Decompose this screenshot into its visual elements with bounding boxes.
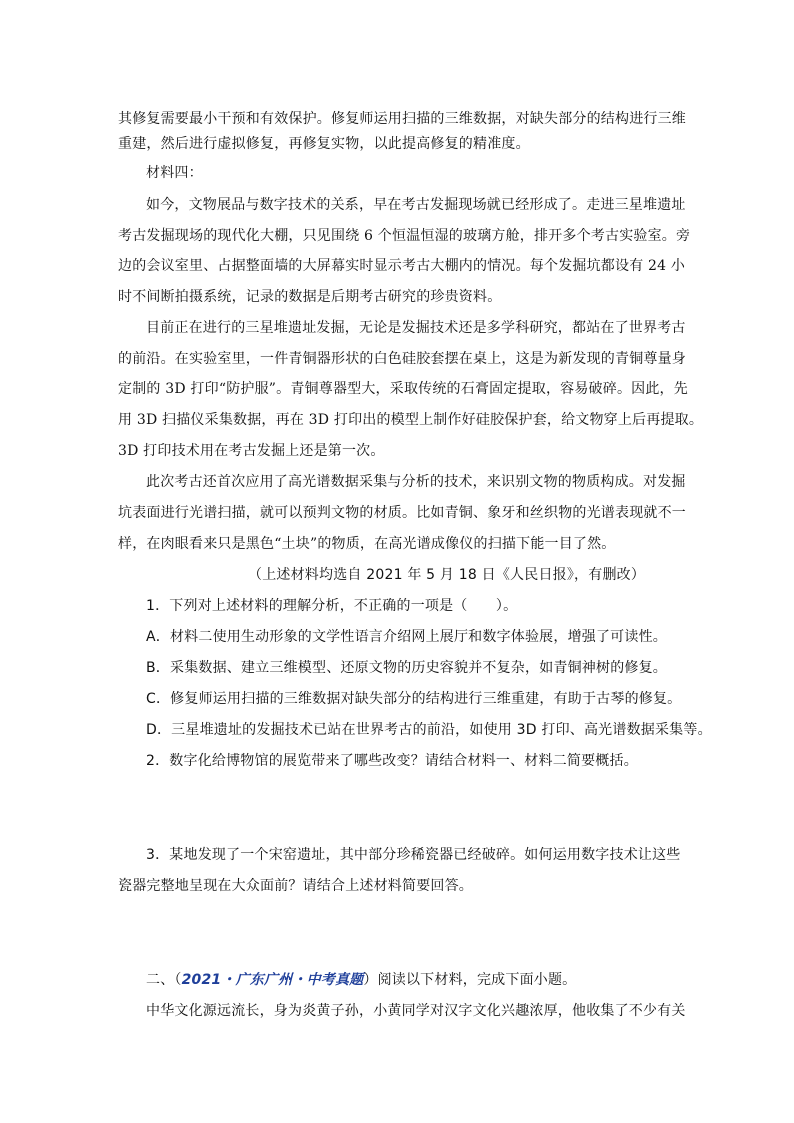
material4-p3-line: 坑表面进行光谱扫描，就可以预判文物的材质。比如青铜、象牙和丝织物的光谱表现就不一 — [118, 505, 686, 521]
material4-p2-line: 目前正在进行的三星堆遗址发掘，无论是发掘技术还是多学科研究，都站在了世界考古 — [146, 320, 686, 336]
material4-p3-line: 此次考古还首次应用了高光谱数据采集与分析的技术，来识别文物的物质构成。对发掘 — [146, 474, 686, 490]
question-1-option-c: C．修复师运用扫描的三维数据对缺失部分的结构进行三维重建，有助于古琴的修复。 — [146, 691, 682, 707]
section-2-prefix: 二、（ — [146, 972, 182, 988]
material4-p1-line: 边的会议室里、占据整面墙的大屏幕实时显示考古大棚内的情况。每个发掘坑都设有 24 小 — [118, 258, 686, 274]
material4-p1-line: 如今，文物展品与数字技术的关系，早在考古发掘现场就已经形成了。走进三星堆遗址 — [146, 197, 686, 213]
material4-p1-line: 时不间断拍摄系统，记录的数据是后期考古研究的珍贵资料。 — [118, 289, 502, 305]
material4-p2-line: 3D 打印技术用在考古发掘上还是第一次。 — [118, 443, 385, 459]
material3-line2: 重建，然后进行虚拟修复，再修复实物，以此提高修复的精准度。 — [118, 136, 530, 152]
exam-source-tag: 2021・广东广州・中考真题 — [181, 972, 364, 988]
material4-heading: 材料四： — [146, 165, 203, 181]
material4-p2-line: 的前沿。在实验室里，一件青铜器形状的白色硅胶套摆在桌上，这是为新发现的青铜尊量身 — [118, 351, 686, 367]
material3-line1: 其修复需要最小干预和有效保护。修复师运用扫描的三维数据，对缺失部分的结构进行三维 — [118, 111, 686, 127]
section-2-text-line: 中华文化源远流长，身为炎黄子孙，小黄同学对汉字文化兴趣浓厚，他收集了不少有关 — [146, 1003, 686, 1019]
section-2-heading — [146, 970, 576, 990]
material4-p2-line: 定制的 3D 打印“防护服”。青铜尊器型大，采取传统的石膏固定提取，容易破碎。因此，先 — [118, 381, 688, 397]
question-1-option-d: D．三星堆遗址的发掘技术已站在世界考古的前沿，如使用 3D 打印、高光谱数据采集等。 — [146, 722, 712, 738]
question-3-line1: 3．某地发现了一个宋窑遗址，其中部分珍稀瓷器已经破碎。如何运用数字技术让这些 — [146, 847, 681, 863]
question-1-option-a: A．材料二使用生动形象的文学性语言介绍网上展厅和数字体验展，增强了可读性。 — [146, 629, 667, 645]
material-source-note: （上述材料均选自 2021 年 5 月 18 日《人民日报》，有删改） — [248, 567, 646, 583]
question-1-stem: 1．下列对上述材料的理解分析，不正确的一项是（ ）。 — [146, 598, 518, 614]
material4-p3-line: 样，在肉眼看来只是黑色“土块”的物质，在高光谱成像仪的扫描下能一目了然。 — [118, 536, 616, 552]
material4-p2-line: 用 3D 扫描仪采集数据，再在 3D 打印出的模型上制作好硅胶保护套，给文物穿上后再提取。 — [118, 412, 704, 428]
question-1-option-b: B．采集数据、建立三维模型、还原文物的历史容貌并不复杂，如青铜神树的修复。 — [146, 660, 668, 676]
material4-p1-line: 考古发掘现场的现代化大棚，只见围绕 6 个恒温恒湿的玻璃方舱，排开多个考古实验室。旁 — [118, 228, 691, 244]
section-2-suffix: ）阅读以下材料，完成下面小题。 — [363, 972, 577, 988]
question-3-line2: 瓷器完整地呈现在大众面前？请结合上述材料简要回答。 — [118, 878, 473, 894]
question-2: 2．数字化给博物馆的展览带来了哪些改变？请结合材料一、材料二简要概括。 — [146, 753, 638, 769]
